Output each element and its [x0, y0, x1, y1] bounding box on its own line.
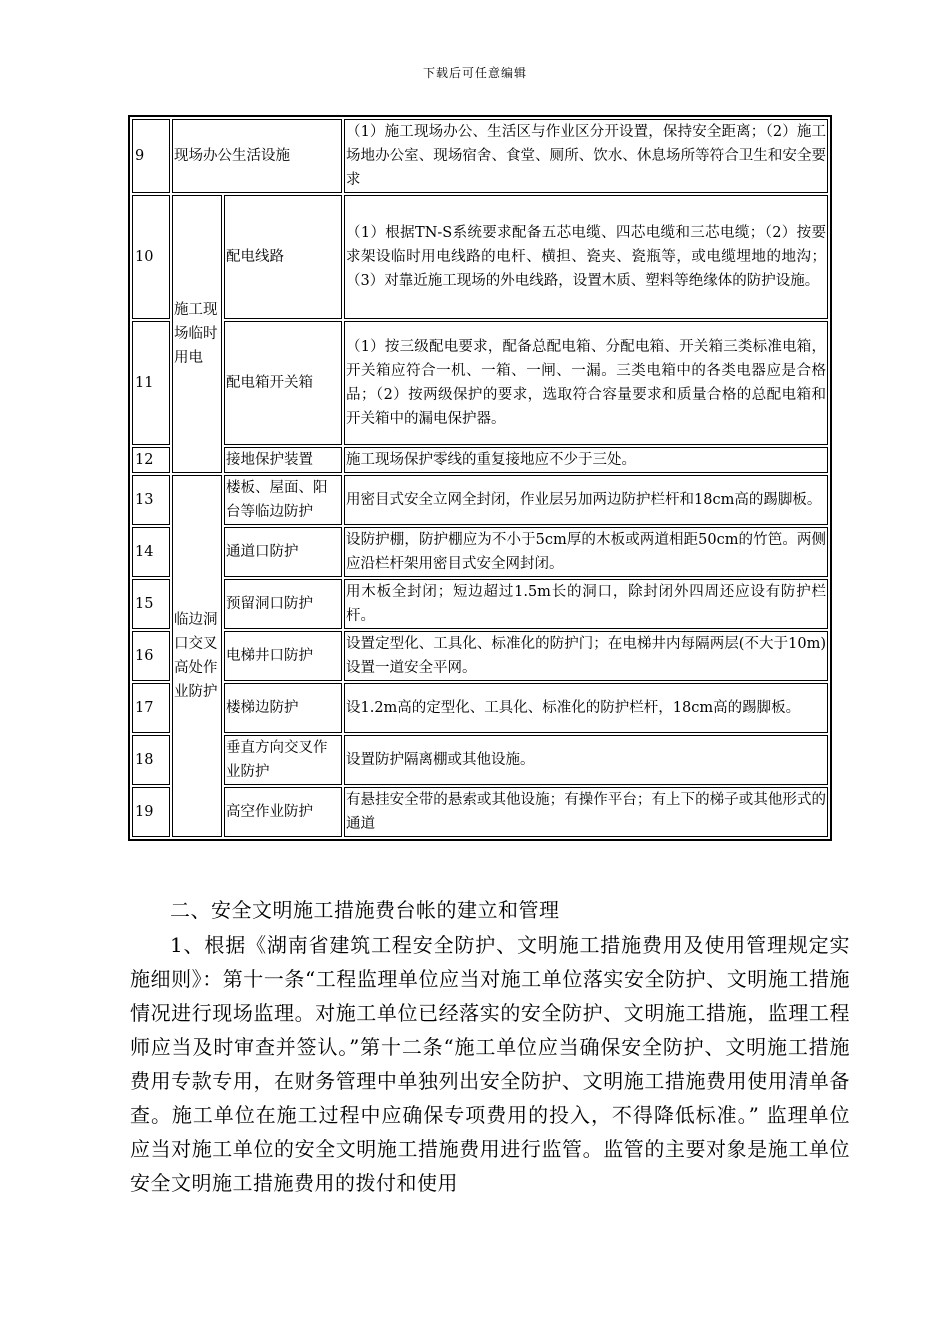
group-cell-electric: 施工现场临时用电	[172, 195, 222, 473]
table-row	[132, 119, 828, 193]
table-row	[132, 195, 828, 319]
item-cell: 电梯井口防护	[224, 631, 342, 681]
content-cell: （1）施工现场办公、生活区与作业区分开设置，保持安全距离；（2）施工场地办公室、现场宿舍、食堂、厕所、饮水、休息场所等符合卫生和安全要求	[344, 119, 828, 193]
content-cell: 施工现场保护零线的重复接地应不少于三处。	[344, 447, 828, 473]
item-cell: 高空作业防护	[224, 787, 342, 837]
table-row	[132, 631, 828, 681]
content-cell: 设置定型化、工具化、标准化的防护门；在电梯井内每隔两层(不大于10m)设置一道安全平网。	[344, 631, 828, 681]
table-row	[132, 527, 828, 577]
section-heading: 二、安全文明施工措施费台帐的建立和管理	[170, 898, 560, 922]
row-number: 17	[132, 683, 170, 733]
group-cell-edge: 临边洞口交叉高处作业防护	[172, 475, 222, 837]
safety-measures-table-wrapper	[128, 115, 832, 841]
table-row	[132, 579, 828, 629]
row-number: 18	[132, 735, 170, 785]
item-cell: 楼梯边防护	[224, 683, 342, 733]
table-row	[132, 321, 828, 445]
item-cell: 接地保护装置	[224, 447, 342, 473]
content-cell: 设置防护隔离棚或其他设施。	[344, 735, 828, 785]
content-cell: 设1.2m高的定型化、工具化、标准化的防护栏杆，18cm高的踢脚板。	[344, 683, 828, 733]
row-number: 16	[132, 631, 170, 681]
row-number: 19	[132, 787, 170, 837]
content-cell: 有悬挂安全带的悬索或其他设施；有操作平台；有上下的梯子或其他形式的通道	[344, 787, 828, 837]
table-row	[132, 683, 828, 733]
safety-measures-table	[128, 115, 832, 841]
row-number: 13	[132, 475, 170, 525]
content-cell: （1）按三级配电要求，配备总配电箱、分配电箱、开关箱三类标准电箱，开关箱应符合一机、一箱、一闸、一漏。三类电箱中的各类电器应是合格品；（2）按两级保护的要求，选取符合容量要求和质量合格的总配电箱和开关箱中的漏电保护器。	[344, 321, 828, 445]
item-cell: 楼板、屋面、阳台等临边防护	[224, 475, 342, 525]
item-cell: 预留洞口防护	[224, 579, 342, 629]
row-number: 12	[132, 447, 170, 473]
content-cell: 设防护棚，防护棚应为不小于5cm厚的木板或两道相距50cm的竹笆。两侧应沿栏杆架用密目式安全网封闭。	[344, 527, 828, 577]
table-row	[132, 475, 828, 525]
body-paragraph: 1、根据《湖南省建筑工程安全防护、文明施工措施费用及使用管理规定实施细则》：第十一条“工程监理单位应当对施工单位落实安全防护、文明施工措施情况进行现场监理。对施工单位已经落实的安全防护、文明施工措施，监理工程师应当及时审查并签认。”第十二条“施工单位应当确保安全防护、文明施工措施费用专款专用，在财务管理中单独列出安全防护、文明施工措施费用使用清单备查。施工单位在施工过程中应确保专项费用的投入，不得降低标准。” 监理单位应当对施工单位的安全文明施工措施费用进行监管。监管的主要对象是施工单位安全文明施工措施费用的拨付和使用	[130, 933, 850, 1195]
item-cell: 现场办公生活设施	[172, 119, 342, 193]
item-cell: 通道口防护	[224, 527, 342, 577]
table-row	[132, 735, 828, 785]
row-number: 9	[132, 119, 170, 193]
item-cell: 配电箱开关箱	[224, 321, 342, 445]
content-cell: 用密目式安全立网全封闭，作业层另加两边防护栏杆和18cm高的踢脚板。	[344, 475, 828, 525]
body-text	[130, 892, 850, 1200]
page-header: 下载后可任意编辑	[422, 66, 527, 80]
content-cell: （1）根据TN-S系统要求配备五芯电缆、四芯电缆和三芯电缆；（2）按要求架设临时用电线路的电杆、横担、瓷夹、瓷瓶等，或电缆埋地的地沟；（3）对靠近施工现场的外电线路，设置木质、塑料等绝缘体的防护设施。	[344, 195, 828, 319]
row-number: 10	[132, 195, 170, 319]
table-row	[132, 787, 828, 837]
table-row	[132, 447, 828, 473]
item-cell: 垂直方向交叉作业防护	[224, 735, 342, 785]
item-cell: 配电线路	[224, 195, 342, 319]
row-number: 11	[132, 321, 170, 445]
content-cell: 用木板全封闭；短边超过1.5m长的洞口，除封闭外四周还应设有防护栏杆。	[344, 579, 828, 629]
row-number: 14	[132, 527, 170, 577]
row-number: 15	[132, 579, 170, 629]
